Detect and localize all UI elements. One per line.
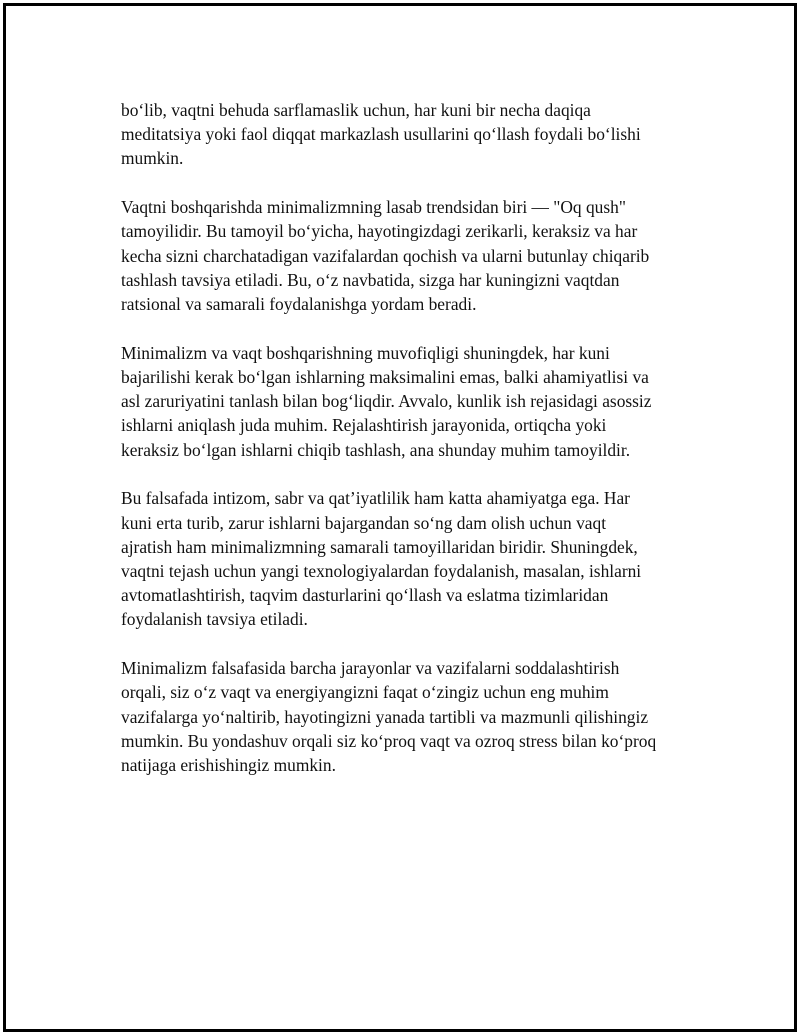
text-line: kuni erta turib, zarur ishlarni bajargandan so‘ng dam olish uchun vaqt: [121, 512, 607, 533]
paragraph-1: [121, 98, 696, 171]
text-line: vazifalarga yo‘naltirib, hayotingizni yanada tartibli va mazmunli qilishingiz: [121, 706, 649, 727]
text-line: mumkin. Bu yondashuv orqali siz ko‘proq vaqt va ozroq stress bilan ko‘proq: [121, 730, 657, 751]
text-line: Minimalizm va vaqt boshqarishning muvofiqligi shuningdek, har kuni: [121, 342, 610, 363]
text-line: orqali, siz o‘z vaqt va energiyangizni faqat o‘zingiz uchun eng muhim: [121, 682, 609, 703]
page-frame: [3, 3, 797, 1032]
text-line: Vaqtni boshqarishda minimalizmning lasab trendsidan biri — "Oq qush": [121, 197, 626, 218]
text-line: natijaga erishishingiz mumkin.: [121, 755, 336, 776]
text-line: Minimalizm falsafasida barcha jarayonlar va vazifalarni soddalashtirish: [121, 658, 620, 679]
text-line: vaqtni tejash uchun yangi texnologiyalardan foydalanish, masalan, ishlarni: [121, 561, 642, 582]
text-line: avtomatlashtirish, taqvim dasturlarini qo‘llash va eslatma tizimlaridan: [121, 585, 609, 606]
text-line: tamoyilidir. Bu tamoyil bo‘yicha, hayotingizdagi zerikarli, keraksiz va har: [121, 221, 638, 242]
text-line: ishlarni aniqlash juda muhim. Rejalashtirish jarayonida, ortiqcha yoki: [121, 415, 607, 436]
paragraph-2: [121, 195, 696, 316]
text-line: ajratish ham minimalizmning samarali tamoyillaridan biridir. Shuningdek,: [121, 536, 638, 557]
text-line: bo‘lib, vaqtni behuda sarflamaslik uchun, har kuni bir necha daqiqa: [121, 100, 591, 120]
text-line: Bu falsafada intizom, sabr va qat’iyatlilik ham katta ahamiyatga ega. Har: [121, 488, 630, 509]
text-line: ratsional va samarali foydalanishga yordam beradi.: [121, 294, 477, 315]
document-body: [121, 98, 696, 802]
text-line: mumkin.: [121, 148, 184, 169]
text-line: meditatsiya yoki faol diqqat markazlash usullarini qo‘llash foydali bo‘lishi: [121, 124, 641, 145]
text-line: keraksiz bo‘lgan ishlarni chiqib tashlash, ana shunday muhim tamoyildir.: [121, 439, 631, 460]
text-line: tashlash tavsiya etiladi. Bu, o‘z navbatida, sizga har kuningizni vaqtdan: [121, 269, 620, 290]
paragraph-5: [121, 656, 696, 777]
text-line: asl zaruriyatini tanlash bilan bog‘liqdir. Avvalo, kunlik ish rejasidagi asossiz: [121, 391, 652, 412]
text-line: foydalanish tavsiya etiladi.: [121, 609, 308, 630]
paragraph-4: [121, 486, 696, 631]
paragraph-3: [121, 341, 696, 462]
text-line: kecha sizni charchatadigan vazifalardan qochish va ularni butunlay chiqarib: [121, 245, 650, 266]
text-line: bajarilishi kerak bo‘lgan ishlarning maksimalini emas, balki ahamiyatlisi va: [121, 367, 649, 388]
